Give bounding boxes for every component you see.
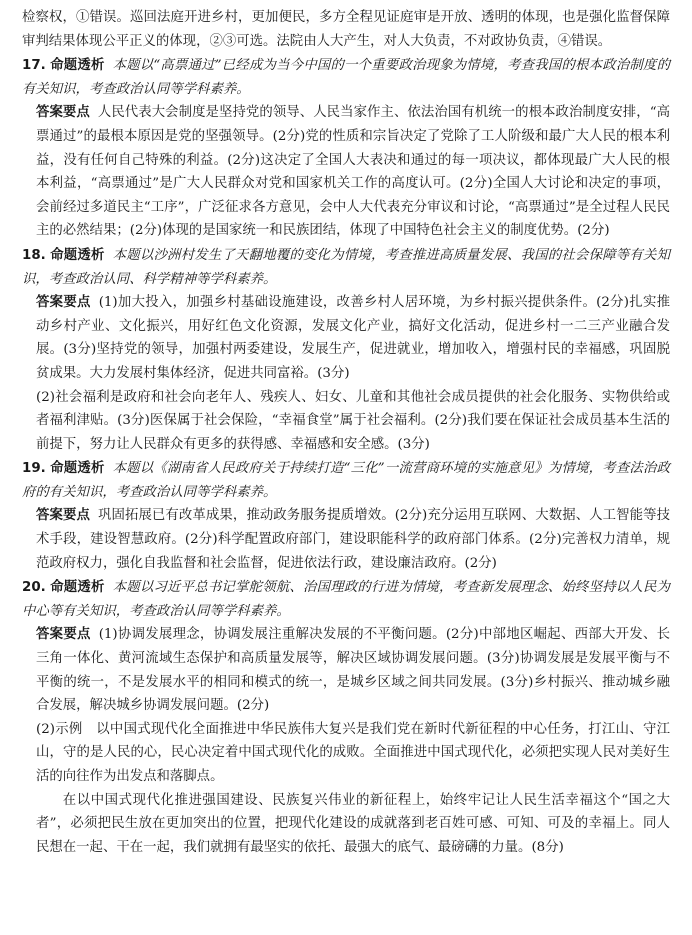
question-19 [22,457,670,575]
answer-paragraph: (2)社会福利是政府和社会向老年人、残疾人、妇女、儿童和其他社会成员提供的社会化服务、实物供给或者福利津贴。(3分)医保属于社会保险，“幸福食堂”属于社会福利。(2分)我们要在保证社会成员基本生活的前提下，努力让人民群众有更多的获得感、幸福感和安全感。(3分) [36,389,670,452]
answer-paragraph: (2)示例 以中国式现代化全面推进中华民族伟大复兴是我们党在新时代新征程的中心任务，打江山、守江山，守的是人民的心，民心决定着中国式现代化的成败。全面推进中国式现代化，必须把实现人民对美好生活的向往作为出发点和落脚点。 [36,721,670,784]
question-number: 20. [22,580,46,596]
intro-paragraph: 检察权，①错误。巡回法庭开进乡村，更加便民，多方全程见证庭审是开放、透明的体现，也是强化监督保障审判结果体现公平正义的体现，②③可选。法院由人大产生，对人大负责，不对政协负责，④错误。 [22,10,670,49]
question-18 [22,244,670,456]
answer-label: 答案要点 [36,295,91,311]
answer-paragraph: 在以中国式现代化推进强国建设、民族复兴伟业的新征程上，始终牢记让人民生活幸福这个“国之大者”，必须把民生放在更加突出的位置，把现代化建设的成就落到老百姓可感、可知、可及的幸福上。同人民想在一起、干在一起，我们就拥有最坚实的依托、最强大的底气、最磅礴的力量。(8分) [36,792,670,855]
analysis-label: 命题透析 [50,58,105,74]
answer-label: 答案要点 [36,627,91,643]
analysis-label: 命题透析 [50,247,105,263]
answer-label: 答案要点 [36,105,90,121]
analysis-line [22,457,670,504]
answer-line [22,504,670,575]
analysis-label: 命题透析 [50,580,105,596]
analysis-label: 命题透析 [50,461,105,477]
answer-text: (1)加大投入，加强乡村基础设施建设，改善乡村人居环境，为乡村振兴提供条件。(2分)扎实推动乡村产业、文化振兴，用好红色文化资源，发展文化产业，搞好文化活动，促进乡村一二三产业融合发展。(3分)坚持党的领导，加强村两委建设，发展生产，促进就业，增加收入，增强村民的幸福感，巩固脱贫成果。大力发展村集体经济，促进共同富裕。(3分) [36,295,671,381]
answer-line [22,623,670,717]
question-number: 17. [22,58,46,74]
answer-line [22,101,670,243]
answer-text: 人民代表大会制度是坚持党的领导、人民当家作主、依法治国有机统一的根本政治制度安排，“高票通过”的最根本原因是党的坚强领导。(2分)党的性质和宗旨决定了党除了工人阶级和最广大人民的根本利益，没有任何自己特殊的利益。(2分)这决定了全国人大表决和通过的每一项决议，都体现最广大人民的根本利益，“高票通过”是广大人民群众对党和国家机关工作的高度认可。(2分)全国人大讨论和决定的事项，会前经过多道民主“工序”，广泛征求各方意见，会中人大代表充分审议和讨论，“高票通过”是全过程人民民主的必然结果；(2分)体现的是国家统一和民族团结，体现了中国特色社会主义的制度优势。(2分) [36,105,671,239]
analysis-text: 本题以“高票通过”已经成为当今中国的一个重要政治现象为情境，考查我国的根本政治制度的有关知识，考查政治认同等学科素养。 [22,58,670,97]
analysis-line [22,576,670,623]
answer-text: (1)协调发展理念，协调发展注重解决发展的不平衡问题。(2分)中部地区崛起、西部大开发、长三角一体化、黄河流域生态保护和高质量发展等，解决区域协调发展问题。(3分)协调发展是发展平衡与不平衡的统一，不是发展水平的相同和模式的统一，是城乡区域之间共同发展。(3分)乡村振兴、推动城乡融合发展，解决城乡协调发展问题。(2分) [36,627,671,714]
answer-line [22,291,670,385]
question-number: 18. [22,247,46,263]
question-number: 19. [22,461,46,477]
analysis-line [22,54,670,101]
analysis-text: 本题以《湖南省人民政府关于持续打造“三化”一流营商环境的实施意见》为情境，考查法治政府的有关知识，考查政治认同等学科素养。 [22,461,670,500]
question-20 [22,576,670,859]
answer-label: 答案要点 [36,508,90,524]
answer-text: 巩固拓展已有改革成果，推动政务服务提质增效。(2分)充分运用互联网、大数据、人工智能等技术手段，建设智慧政府。(2分)科学配置政府部门，建设职能科学的政府部门体系。(2分)完善权力清单，规范政府权力，强化自我监督和社会监督，促进依法行政，建设廉洁政府。(2分) [36,508,671,571]
question-17 [22,54,670,243]
analysis-line [22,244,670,291]
analysis-text: 本题以习近平总书记掌舵领航、治国理政的行进为情境，考查新发展理念、始终坚持以人民为中心等有关知识，考查政治认同等学科素养。 [22,580,671,619]
analysis-text: 本题以沙洲村发生了天翻地覆的变化为情境，考查推进高质量发展、我国的社会保障等有关知识，考查政治认同、科学精神等学科素养。 [22,247,671,287]
